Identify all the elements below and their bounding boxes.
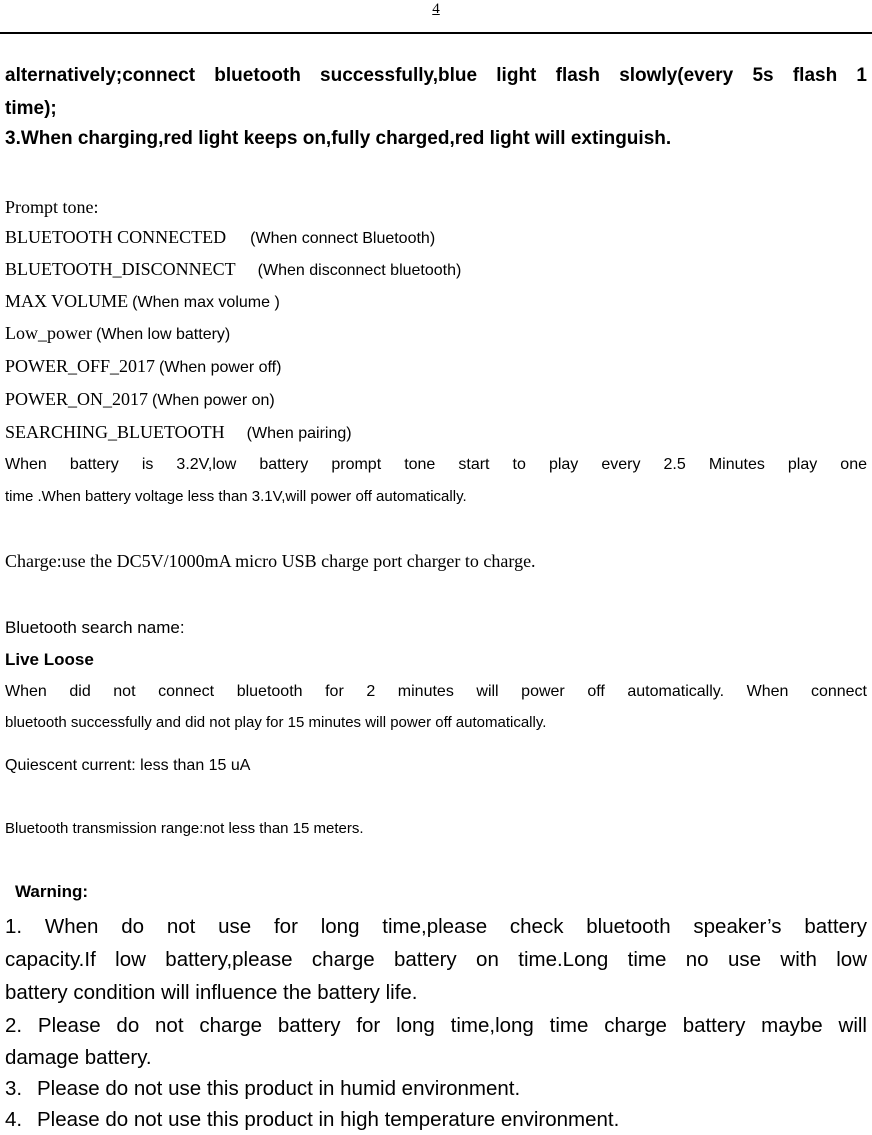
warning-item-3-number: 3. bbox=[5, 1077, 23, 1100]
bluetooth-search-name-value: Live Loose bbox=[5, 650, 94, 669]
charging-line-3: 3.When charging,red light keeps on,fully charged,red light will extinguish. bbox=[5, 128, 672, 149]
warning-item-4-number: 4. bbox=[5, 1108, 23, 1131]
prompt-tone-item bbox=[5, 388, 275, 412]
warning-item-2-line-2: damage battery. bbox=[5, 1046, 152, 1069]
warning-item-4-text: Please do not use this product in high temperature environment. bbox=[37, 1108, 620, 1131]
quiescent-current: Quiescent current: less than 15 uA bbox=[5, 757, 251, 774]
low-battery-line-1: When battery is 3.2V,low battery prompt tone start to play every 2.5 Minutes play one bbox=[5, 456, 867, 473]
prompt-tone-heading: Prompt tone: bbox=[5, 197, 99, 217]
tone-desc: (When disconnect bluetooth) bbox=[257, 262, 462, 279]
charge-text: Charge:use the DC5V/1000mA micro USB charge port charger to charge. bbox=[5, 551, 536, 571]
tone-name: POWER_OFF_2017 bbox=[5, 356, 156, 376]
tone-desc: (When power on) bbox=[152, 392, 275, 409]
warning-item-2-line-1: 2. Please do not charge battery for long time,long time charge battery maybe will bbox=[5, 1014, 867, 1037]
bluetooth-search-name-label: Bluetooth search name: bbox=[5, 618, 185, 637]
tone-desc: (When low battery) bbox=[95, 326, 231, 343]
tone-desc: (When pairing) bbox=[246, 425, 352, 442]
tone-name: BLUETOOTH CONNECTED bbox=[5, 227, 227, 247]
transmission-range: Bluetooth transmission range:not less than 15 meters. bbox=[5, 820, 364, 837]
warning-item-1-line-2: capacity.If low battery,please charge battery on time.Long time no use with low bbox=[5, 948, 867, 971]
tone-name: POWER_ON_2017 bbox=[5, 389, 148, 409]
prompt-tone-item bbox=[5, 258, 461, 282]
prompt-tone-item bbox=[5, 290, 280, 314]
warning-item-4 bbox=[5, 1106, 620, 1134]
auto-off-line-1: When did not connect bluetooth for 2 minutes will power off automatically. When connect bbox=[5, 683, 867, 700]
warning-item-1-line-3: battery condition will influence the battery life. bbox=[5, 981, 418, 1004]
charging-line-1: alternatively;connect bluetooth successfully,blue light flash slowly(every 5s flash 1 bbox=[5, 65, 867, 86]
page-number: 4 bbox=[432, 1, 440, 17]
warning-heading: Warning: bbox=[15, 882, 89, 901]
tone-name: SEARCHING_BLUETOOTH bbox=[5, 422, 225, 442]
low-battery-line-2: time .When battery voltage less than 3.1V,will power off automatically. bbox=[5, 488, 467, 505]
tone-name: MAX VOLUME bbox=[5, 291, 129, 311]
prompt-tone-item bbox=[5, 322, 230, 346]
prompt-tone-item bbox=[5, 421, 352, 445]
tone-name: Low_power bbox=[5, 323, 92, 343]
prompt-tone-item bbox=[5, 355, 281, 379]
tone-desc: (When max volume ) bbox=[132, 294, 280, 311]
auto-off-line-2: bluetooth successfully and did not play for 15 minutes will power off automatically. bbox=[5, 714, 547, 731]
warning-item-3 bbox=[5, 1075, 521, 1103]
prompt-tone-item bbox=[5, 226, 435, 250]
tone-desc: (When connect Bluetooth) bbox=[250, 230, 436, 247]
tone-desc: (When power off) bbox=[159, 359, 282, 376]
warning-item-1-line-1: 1. When do not use for long time,please check bluetooth speaker’s battery bbox=[5, 915, 867, 938]
tone-name: BLUETOOTH_DISCONNECT bbox=[5, 259, 236, 279]
header-rule bbox=[0, 32, 872, 34]
warning-item-3-text: Please do not use this product in humid environment. bbox=[37, 1077, 521, 1100]
charging-line-2: time); bbox=[5, 98, 57, 119]
